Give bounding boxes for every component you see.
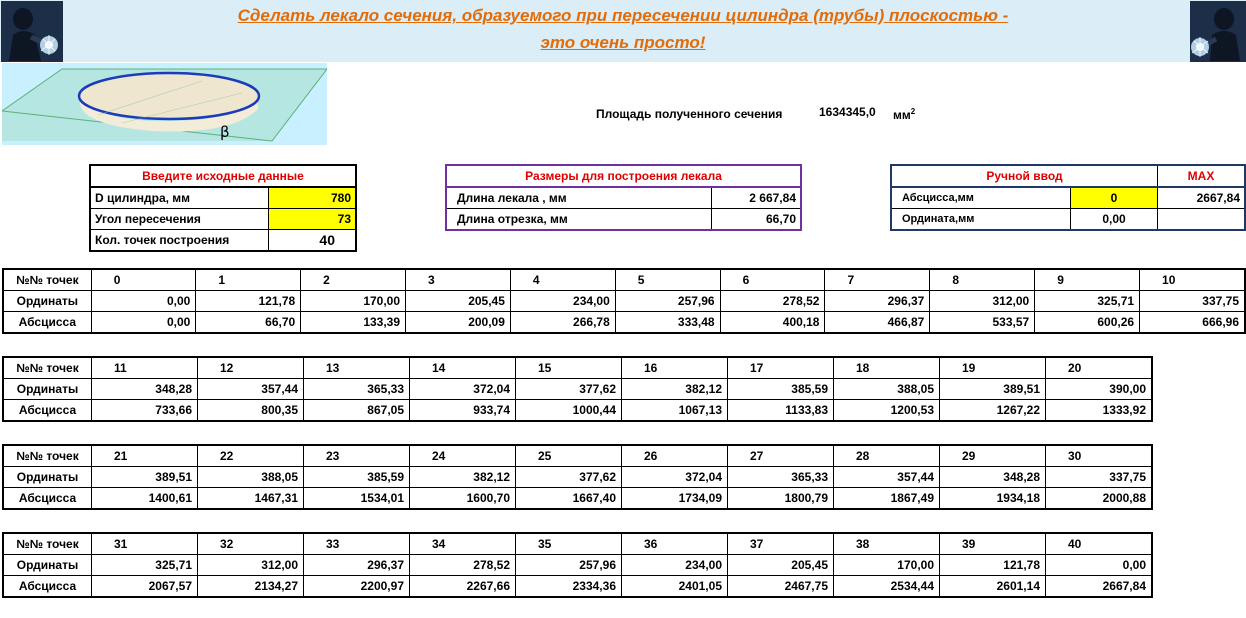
- abscissa-cell: 400,18: [720, 312, 825, 334]
- points-number-cell: 36: [622, 533, 728, 555]
- area-value: 1634345,0: [819, 105, 876, 119]
- ordinate-cell: 365,33: [728, 467, 834, 488]
- points-number-cell: 32: [198, 533, 304, 555]
- ordinate-cell: 388,05: [834, 379, 940, 400]
- points-number-cell: 25: [516, 445, 622, 467]
- points-table-1: [2, 268, 1246, 334]
- table-row-ordinates: [3, 291, 1245, 312]
- abscissa-cell: 733,66: [92, 400, 198, 422]
- template-sizes-title: Размеры для построения лекала: [446, 165, 801, 187]
- table-row-abscissa: [3, 576, 1152, 598]
- diameter-label: D цилиндра, мм: [90, 187, 269, 209]
- abscissa-cell: 933,74: [410, 400, 516, 422]
- abscissa-cell: 1200,53: [834, 400, 940, 422]
- ordinate-cell: 377,62: [516, 379, 622, 400]
- ordinate-cell: 296,37: [825, 291, 930, 312]
- ordinate-cell: 377,62: [516, 467, 622, 488]
- ordinate-cell: 382,12: [410, 467, 516, 488]
- ordinate-cell: 234,00: [622, 555, 728, 576]
- ordinate-label: Ордината,мм: [891, 209, 1071, 231]
- area-unit: $мм^2$: [893, 107, 916, 122]
- ordinate-cell: 372,04: [410, 379, 516, 400]
- abscissa-cell: 1267,22: [940, 400, 1046, 422]
- points-number-cell: 0: [91, 269, 196, 291]
- abscissa-cell: 1133,83: [728, 400, 834, 422]
- points-count-label: Кол. точек построения: [90, 230, 269, 252]
- abscissa-label: Абсцисса,мм: [891, 187, 1071, 209]
- points-number-cell: 15: [516, 357, 622, 379]
- ordinate-cell: 170,00: [834, 555, 940, 576]
- table-row-ordinates: [3, 555, 1152, 576]
- ordinate-cell: 385,59: [304, 467, 410, 488]
- ordinate-cell: 278,52: [410, 555, 516, 576]
- ordinate-cell: 382,12: [622, 379, 728, 400]
- abscissa-cell: 2134,27: [198, 576, 304, 598]
- row-label-points: №№ точек: [3, 357, 92, 379]
- abscissa-cell: 1400,61: [92, 488, 198, 510]
- abscissa-cell: 1333,92: [1046, 400, 1153, 422]
- points-number-cell: 1: [196, 269, 301, 291]
- ordinate-cell: 337,75: [1046, 467, 1153, 488]
- points-table-2: [2, 356, 1153, 422]
- points-number-cell: 18: [834, 357, 940, 379]
- points-number-cell: 38: [834, 533, 940, 555]
- input-data-title: Введите исходные данные: [90, 165, 356, 187]
- row-label-points: №№ точек: [3, 269, 91, 291]
- abscissa-cell: 1800,79: [728, 488, 834, 510]
- abscissa-cell: 66,70: [196, 312, 301, 334]
- abscissa-cell: 867,05: [304, 400, 410, 422]
- points-number-cell: 12: [198, 357, 304, 379]
- points-number-cell: 5: [615, 269, 720, 291]
- points-number-cell: 24: [410, 445, 516, 467]
- points-number-cell: 8: [930, 269, 1035, 291]
- cylinder-section-image: [2, 63, 327, 145]
- points-table-3: [2, 444, 1153, 510]
- template-length-value: 2 667,84: [712, 187, 802, 209]
- abscissa-cell: 1600,70: [410, 488, 516, 510]
- abscissa-cell: 133,39: [301, 312, 406, 334]
- abscissa-cell: 2267,66: [410, 576, 516, 598]
- area-label: Площадь полученного сечения: [596, 107, 783, 121]
- row-label-ordinates: Ординаты: [3, 555, 92, 576]
- points-number-cell: 16: [622, 357, 728, 379]
- page-title-line2: это очень просто!: [540, 33, 706, 52]
- points-number-cell: 27: [728, 445, 834, 467]
- angle-symbol: β: [220, 123, 230, 141]
- ordinate-cell: 388,05: [198, 467, 304, 488]
- ordinate-cell: 312,00: [930, 291, 1035, 312]
- abscissa-cell: 2334,36: [516, 576, 622, 598]
- abscissa-cell: 2000,88: [1046, 488, 1153, 510]
- ordinate-value: 0,00: [1071, 209, 1158, 231]
- abscissa-cell: 2667,84: [1046, 576, 1153, 598]
- row-label-abscissa: Абсцисса: [3, 400, 92, 422]
- points-number-cell: 9: [1035, 269, 1140, 291]
- points-number-cell: 21: [92, 445, 198, 467]
- points-number-cell: 40: [1046, 533, 1153, 555]
- points-number-cell: 33: [304, 533, 410, 555]
- row-label-ordinates: Ординаты: [3, 291, 91, 312]
- empty-cell: [1158, 209, 1246, 231]
- ordinate-cell: 389,51: [940, 379, 1046, 400]
- ordinate-cell: 234,00: [510, 291, 615, 312]
- points-number-cell: 17: [728, 357, 834, 379]
- ordinate-cell: 348,28: [940, 467, 1046, 488]
- table-row-points: [3, 533, 1152, 555]
- abscissa-cell: 1534,01: [304, 488, 410, 510]
- abscissa-cell: 2601,14: [940, 576, 1046, 598]
- angle-input[interactable]: 73: [269, 209, 357, 230]
- abscissa-cell: 1867,49: [834, 488, 940, 510]
- points-number-cell: 2: [301, 269, 406, 291]
- points-number-cell: 10: [1140, 269, 1245, 291]
- ordinate-cell: 357,44: [198, 379, 304, 400]
- abscissa-cell: 666,96: [1140, 312, 1245, 334]
- points-number-cell: 26: [622, 445, 728, 467]
- ordinate-cell: 390,00: [1046, 379, 1153, 400]
- points-number-cell: 6: [720, 269, 825, 291]
- ordinate-cell: 257,96: [516, 555, 622, 576]
- points-number-cell: 34: [410, 533, 516, 555]
- points-number-cell: 7: [825, 269, 930, 291]
- ordinate-cell: 205,45: [728, 555, 834, 576]
- ordinate-cell: 312,00: [198, 555, 304, 576]
- table-row-ordinates: [3, 467, 1152, 488]
- points-number-cell: 4: [510, 269, 615, 291]
- ordinate-cell: 357,44: [834, 467, 940, 488]
- input-data-table: [89, 164, 357, 252]
- ordinate-cell: 0,00: [1046, 555, 1153, 576]
- points-number-cell: 22: [198, 445, 304, 467]
- ordinate-cell: 257,96: [615, 291, 720, 312]
- ordinate-cell: 325,71: [1035, 291, 1140, 312]
- abscissa-cell: 2467,75: [728, 576, 834, 598]
- ordinate-cell: 296,37: [304, 555, 410, 576]
- abscissa-input[interactable]: 0: [1071, 187, 1158, 209]
- abscissa-cell: 800,35: [198, 400, 304, 422]
- abscissa-cell: 1734,09: [622, 488, 728, 510]
- abscissa-cell: 1000,44: [516, 400, 622, 422]
- abscissa-cell: 200,09: [406, 312, 511, 334]
- max-label: MAX: [1158, 165, 1246, 187]
- points-table-4: [2, 532, 1153, 598]
- row-label-abscissa: Абсцисса: [3, 576, 92, 598]
- row-label-abscissa: Абсцисса: [3, 488, 92, 510]
- points-number-cell: 31: [92, 533, 198, 555]
- table-row-abscissa: [3, 400, 1152, 422]
- row-label-abscissa: Абсцисса: [3, 312, 91, 334]
- row-label-ordinates: Ординаты: [3, 467, 92, 488]
- template-length-label: Длина лекала , мм: [446, 187, 712, 209]
- table-row-points: [3, 445, 1152, 467]
- abscissa-cell: 533,57: [930, 312, 1035, 334]
- ordinate-cell: 385,59: [728, 379, 834, 400]
- abscissa-cell: 2200,97: [304, 576, 410, 598]
- points-number-cell: 37: [728, 533, 834, 555]
- ordinate-cell: 372,04: [622, 467, 728, 488]
- points-number-cell: 19: [940, 357, 1046, 379]
- points-number-cell: 39: [940, 533, 1046, 555]
- points-number-cell: 23: [304, 445, 410, 467]
- template-sizes-table: [445, 164, 802, 231]
- points-number-cell: 11: [92, 357, 198, 379]
- points-number-cell: 20: [1046, 357, 1153, 379]
- table-row-abscissa: [3, 488, 1152, 510]
- abscissa-cell: 266,78: [510, 312, 615, 334]
- points-number-cell: 30: [1046, 445, 1153, 467]
- row-label-ordinates: Ординаты: [3, 379, 92, 400]
- table-row-points: [3, 269, 1245, 291]
- ordinate-cell: 278,52: [720, 291, 825, 312]
- points-number-cell: 14: [410, 357, 516, 379]
- table-row-points: [3, 357, 1152, 379]
- page-title-line1: Сделать лекало сечения, образуемого при пересечении цилиндра (трубы) плоскостью -: [237, 6, 1009, 25]
- ordinate-cell: 170,00: [301, 291, 406, 312]
- abscissa-cell: 2534,44: [834, 576, 940, 598]
- points-number-cell: 3: [406, 269, 511, 291]
- table-row-abscissa: [3, 312, 1245, 334]
- abscissa-cell: 2401,05: [622, 576, 728, 598]
- segment-length-label: Длина отрезка, мм: [446, 209, 712, 231]
- ordinate-cell: 337,75: [1140, 291, 1245, 312]
- ordinate-cell: 205,45: [406, 291, 511, 312]
- ordinate-cell: 389,51: [92, 467, 198, 488]
- manual-input-title: Ручной ввод: [891, 165, 1158, 187]
- points-number-cell: 35: [516, 533, 622, 555]
- ordinate-cell: 121,78: [196, 291, 301, 312]
- max-value: 2667,84: [1158, 187, 1246, 209]
- points-number-cell: 13: [304, 357, 410, 379]
- points-count-input[interactable]: 40: [319, 232, 335, 248]
- angle-label: Угол пересечения: [90, 209, 269, 230]
- ordinate-cell: 121,78: [940, 555, 1046, 576]
- segment-length-value: 66,70: [765, 212, 796, 226]
- row-label-points: №№ точек: [3, 533, 92, 555]
- abscissa-cell: 466,87: [825, 312, 930, 334]
- abscissa-cell: 333,48: [615, 312, 720, 334]
- ordinate-cell: 348,28: [92, 379, 198, 400]
- manual-input-table: [890, 164, 1246, 231]
- ordinate-cell: 325,71: [92, 555, 198, 576]
- row-label-points: №№ точек: [3, 445, 92, 467]
- points-number-cell: 29: [940, 445, 1046, 467]
- abscissa-cell: 600,26: [1035, 312, 1140, 334]
- abscissa-cell: 1067,13: [622, 400, 728, 422]
- abscissa-cell: 1467,31: [198, 488, 304, 510]
- points-number-cell: 28: [834, 445, 940, 467]
- abscissa-cell: 1934,18: [940, 488, 1046, 510]
- ordinate-cell: 0,00: [91, 291, 196, 312]
- diameter-input[interactable]: 780: [269, 187, 357, 209]
- abscissa-cell: 2067,57: [92, 576, 198, 598]
- ordinate-cell: 365,33: [304, 379, 410, 400]
- table-row-ordinates: [3, 379, 1152, 400]
- abscissa-cell: 1667,40: [516, 488, 622, 510]
- abscissa-cell: 0,00: [91, 312, 196, 334]
